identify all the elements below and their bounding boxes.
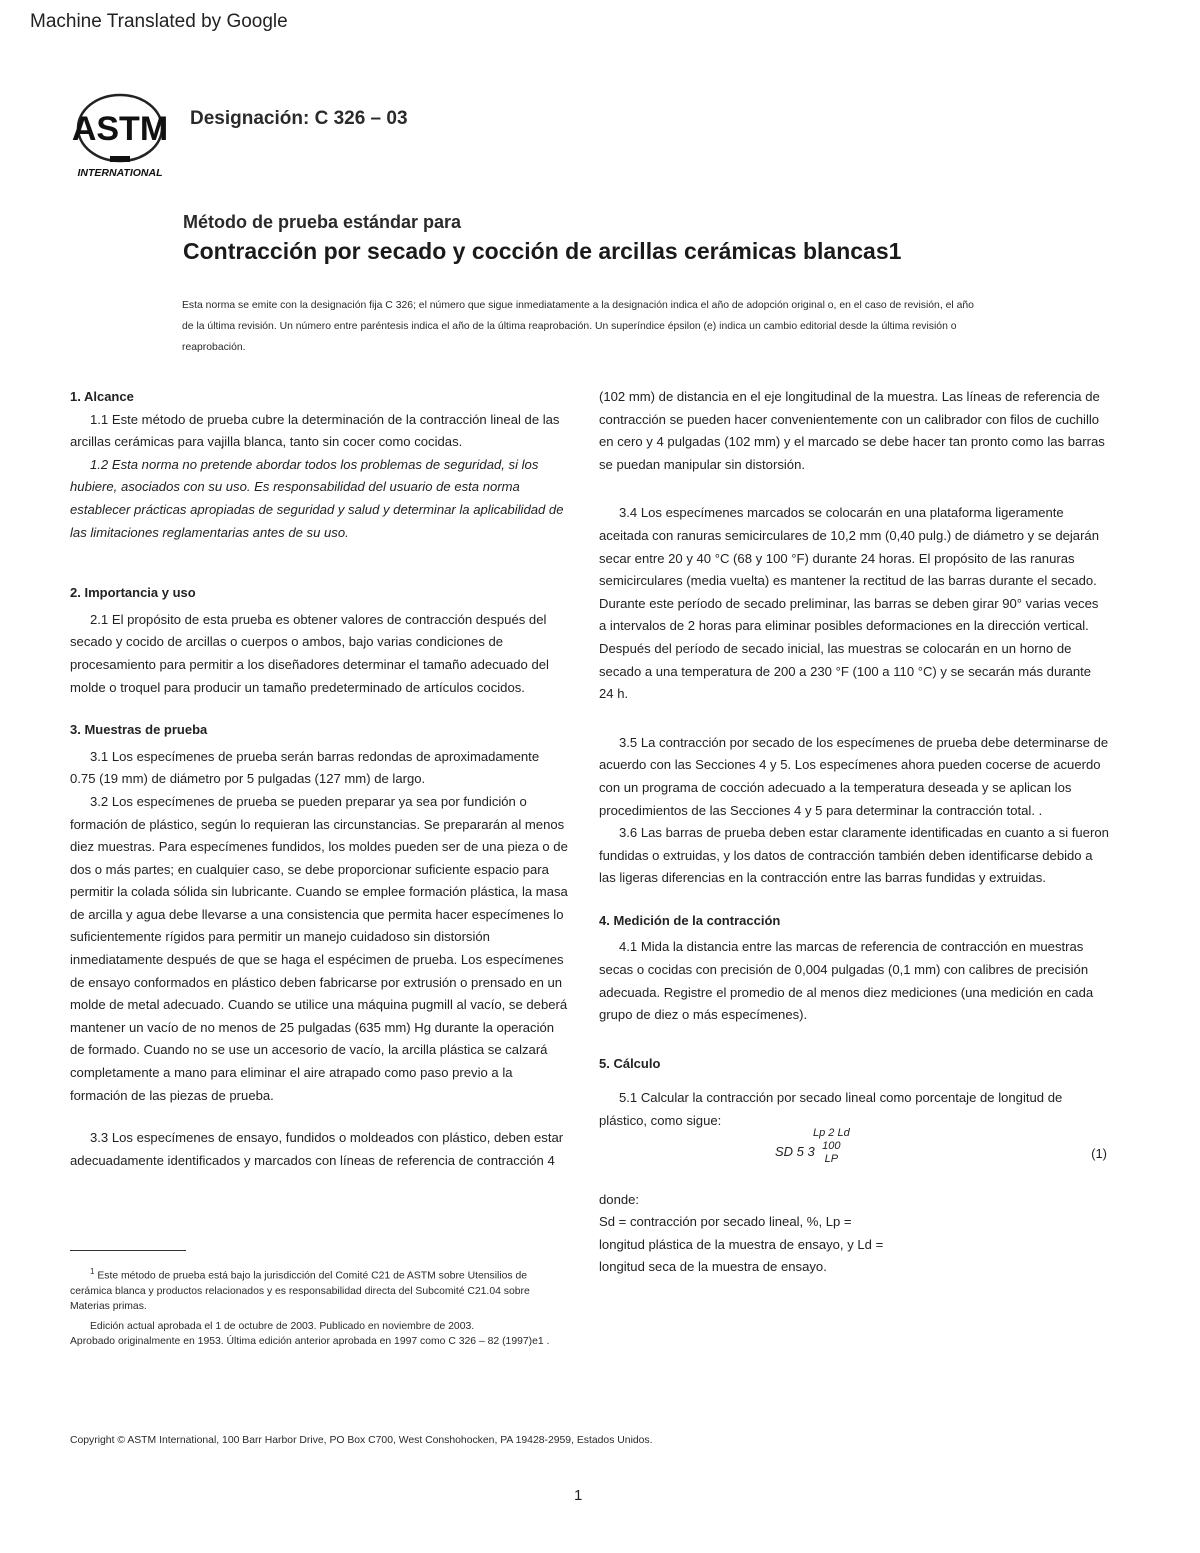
document-title: Contracción por secado y cocción de arcillas cerámicas blancas1 <box>183 238 902 264</box>
paragraph-3-4: 3.4 Los especímenes marcados se colocarán en una plataforma ligeramente aceitada con ranuras semicirculares de 10,2 mm (0,40 pulg.) de diámetro y se dejarán secar entre 20 y 40 °C (68 y 100 °F) durante 24 horas. El propósito de las ranuras semicirculares (media vuelta) es mantener la rectitud de las barras durante el secado. Durante este período de secado preliminar, las barras se deben girar 90° varias veces a intervalos de 2 horas para eliminar posibles deformaciones en la dirección vertical. Después del período de secado inicial, las muestras se colocarán en un horno de secado a una temperatura de 200 a 230 °F (100 a 110 °C) y se secarán más durante 24 h. <box>599 505 1099 702</box>
paragraph-3-3: 3.3 Los especímenes de ensayo, fundidos o moldeados con plástico, deben estar adecuadamente identificados y marcados con líneas de referencia de contracción 4 <box>70 1130 564 1168</box>
footnote-mark: 1 <box>90 1267 95 1276</box>
astm-logo <box>70 92 170 180</box>
paragraph-1-2: 1.2 Esta norma no pretende abordar todos los problemas de seguridad, si los hubiere, asociados con su uso. Es responsabilidad del usuario de esta norma establecer prácticas apropiadas de seguridad y salud y determinar la aplicabilidad de las limitaciones reglamentarias antes de su uso. <box>70 456 564 540</box>
copyright-notice: Copyright © ASTM International, 100 Barr Harbor Drive, PO Box C700, West Conshohocken, PA 19428-2959, Estados Unidos. <box>70 1435 653 1446</box>
astm-logo-subtext: INTERNATIONAL <box>77 167 163 179</box>
footnote-text-3: Aprobado originalmente en 1953. Última edición anterior aprobada en 1997 como C 326 – 82 (1997)e1 . <box>70 1336 550 1348</box>
paragraph-3-6: 3.6 Las barras de prueba deben estar claramente identificadas en cuanto a si fueron fundidas o extruidas, y los datos de contracción también deben identificarse debido a las ligeras diferencias en la contracción entre las barras fundidas y extruidas. <box>599 825 1109 886</box>
formula-denominator: LP <box>824 1152 839 1165</box>
formula-fraction <box>813 1127 850 1166</box>
paragraph-3-5: 3.5 La contracción por secado de los especímenes de prueba debe determinarse de acuerdo con las Secciones 4 y 5. Los especímenes ahora pueden cocerse de acuerdo con un programa de cocción adecuado a la temperatura deseada y se aplican los procedimientos de las Secciones 4 y 5 para determinar la contracción total. . <box>599 734 1109 818</box>
paragraph-3-3-continued: (102 mm) de distancia en el eje longitudinal de la muestra. Las líneas de referencia de contracción se pueden hacer convenientemente con un calibrador con filos de cuchillo en cero y 4 pulgadas (102 mm) y el marcado se debe hacer tan pronto como las barras se puedan manipular sin distorsión. <box>599 389 1105 472</box>
definition-line-2: longitud plástica de la muestra de ensayo, y Ld = <box>599 1236 884 1252</box>
section-5-heading: 5. Cálculo <box>599 1055 661 1071</box>
paragraph-3-2: 3.2 Los especímenes de prueba se pueden preparar ya sea por fundición o formación de plástico, según lo requieran las circunstancias. Se prepararán al menos diez muestras. Para especímenes fundidos, los moldes pueden ser de una pieza o de dos o más partes; en cualquier caso, se debe proporcionar suficiente espacio para permitir la colada sólida sin lubricante. Cuando se emplee formación plástica, la masa de arcilla y agua debe llevarse a una consistencia que permita hacer especímenes lo suficientemente rígidos para permitir un manejo cuidadoso sin distorsión inmediatamente después de que se haga el espécimen de prueba. Los especímenes de ensayo conformados en plástico deben fabricarse por extrusión o prensado en un molde de metal adecuado. Cuando se utilice una máquina pugmill al vacío, se deberá mantener un vacío de no menos de 25 pulgadas (635 mm) Hg durante la operación de formado. Cuando no se use un accesorio de vacío, la arcilla plástica se calzará completamente a mano para eliminar el aire atrapado como paso previo a la formación de las piezas de prueba. <box>70 793 568 1103</box>
formula-lhs: SD 5 3 <box>775 1143 815 1159</box>
astm-logo-text: ASTM <box>71 110 169 148</box>
machine-translation-banner: Machine Translated by Google <box>30 11 288 32</box>
footnote-text-2: Edición actual aprobada el 1 de octubre de 2003. Publicado en noviembre de 2003. <box>90 1320 475 1332</box>
designation: Designación: C 326 – 03 <box>190 108 408 129</box>
paragraph-1-1: 1.1 Este método de prueba cubre la determinación de la contracción lineal de las arcillas cerámicas para vajilla blanca, tanto sin cocer como cocidas. <box>70 411 560 450</box>
paragraph-3-1: 3.1 Los especímenes de prueba serán barras redondas de aproximadamente 0.75 (19 mm) de diámetro por 5 pulgadas (127 mm) de largo. <box>70 748 540 787</box>
document-subtitle: Método de prueba estándar para <box>183 212 462 232</box>
left-column <box>70 386 568 1172</box>
footnote-text-1: Este método de prueba está bajo la jurisdicción del Comité C21 de ASTM sobre Utensilios de cerámica blanca y productos relacionados y es responsabilidad directa del Subcomité C21.04 sobre Materias primas. <box>70 1270 530 1313</box>
shrinkage-formula <box>599 1126 1109 1173</box>
paragraph-4-1: 4.1 Mida la distancia entre las marcas de referencia de contracción en muestras secas o cocidas con precisión de 0,004 pulgadas (0,1 mm) con calibres de precisión adecuada. Registre el promedio de al menos diez mediciones (una medición en cada grupo de diez o más especímenes). <box>599 939 1094 1023</box>
section-4-heading: 4. Medición de la contracción <box>599 912 781 928</box>
issuance-notice: Esta norma se emite con la designación fija C 326; el número que sigue inmediatamente a la designación indica el año de adopción original o, en el caso de revisión, el año de la última revisión. Un número entre paréntesis indica el año de la última reaprobación. Un superíndice épsilon (e) indica un cambio editorial desde la última revisión o reaprobación. <box>182 300 974 353</box>
paragraph-5-1: 5.1 Calcular la contracción por secado lineal como porcentaje de longitud de plástico, como sigue: <box>599 1090 1063 1129</box>
section-3-heading: 3. Muestras de prueba <box>70 722 208 738</box>
right-column <box>599 386 1109 1279</box>
where-label: donde: <box>599 1191 640 1207</box>
footnote-divider <box>70 1250 186 1251</box>
section-1-heading: 1. Alcance <box>70 389 134 404</box>
footnote <box>70 1264 570 1350</box>
formula-factor: 100 <box>822 1139 841 1152</box>
definition-line-3: longitud seca de la muestra de ensayo. <box>599 1259 827 1275</box>
section-2-heading: 2. Importancia y uso <box>70 585 196 601</box>
page-number: 1 <box>574 1487 583 1504</box>
formula-numerator: Lp 2 Ld <box>813 1126 850 1139</box>
definition-line-1: Sd = contracción por secado lineal, %, Lp = <box>599 1214 852 1230</box>
paragraph-2-1: 2.1 El propósito de esta prueba es obtener valores de contracción después del secado y cocido de arcillas o cuerpos o ambos, bajo varias condiciones de procesamiento para permitir a los diseñadores determinar el tamaño adecuado del molde o troquel para producir un tamaño predeterminado de artículos cocidos. <box>70 611 549 695</box>
equation-number: (1) <box>1091 1145 1107 1161</box>
